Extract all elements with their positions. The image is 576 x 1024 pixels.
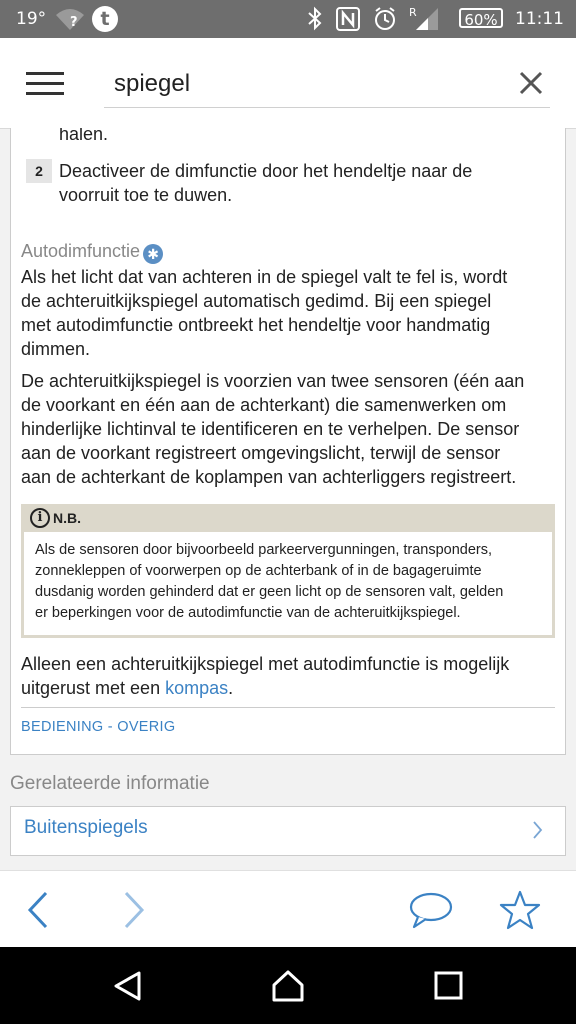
info-icon: i [30,508,50,528]
chevron-right-icon [112,889,156,933]
step-number: 2 [26,159,52,183]
favorite-button[interactable] [498,889,542,933]
feature-badge-icon: ✱ [143,244,163,264]
category-link[interactable]: BEDIENING - OVERIG [21,719,176,735]
bottom-toolbar [0,870,576,948]
related-item-buitenspiegels[interactable] [10,806,566,856]
paragraph-line: met autodimfunctie ontbreekt het hendeltje voor handmatig [21,315,491,335]
related-heading: Gerelateerde informatie [10,773,210,794]
paragraph-text: . [228,678,234,698]
paragraph-line: de voorkant en één aan de achterkant) die samenwerken om [21,395,507,415]
paragraph-line: Als het licht dat van achteren in de spiegel valt te fel is, wordt [21,267,508,287]
system-nav-bar [0,947,576,1024]
paragraph-line: aan de voorkant registreert omgevingslicht, terwijl de sensor [21,443,501,463]
app-bar [0,38,576,129]
network-badge: R [409,6,417,19]
app-badge: t [92,6,118,32]
paragraph-line: De achteruitkijkspiegel is voorzien van twee sensoren (één aan [21,371,525,391]
paragraph-line: Alleen een achteruitkijkspiegel met autodimfunctie is mogelijk [21,654,510,674]
nfc-icon [335,0,361,38]
paragraph-line: hinderlijke lichtinval te identificeren en te verhelpen. De sensor [21,419,520,439]
bluetooth-icon [305,0,325,38]
paragraph-line: dimmen. [21,339,91,359]
note-line: er beperkingen voor de autodimfunctie van de achteruitkijkspiegel. [35,605,461,621]
paragraph-line: aan de achterkant de koplampen van achterliggers registreert. [21,467,517,487]
back-button[interactable] [18,889,62,933]
step-text-line: voorruit toe te duwen. [59,185,233,205]
note-box [21,504,555,638]
star-icon [498,889,542,933]
paragraph-line [21,676,233,700]
chevron-left-icon [18,889,62,933]
wifi-badge: ? [70,15,78,30]
close-icon[interactable] [514,66,548,100]
kompas-link[interactable]: kompas [165,678,229,698]
clock: 11:11 [515,9,564,29]
article-card [10,128,566,755]
note-body [24,532,552,635]
divider [21,707,555,708]
previous-step-tail: halen. [59,128,109,144]
subheading-text: Autodimfunctie [21,241,141,261]
search-input[interactable] [104,60,550,108]
related-item-label: Buitenspiegels [24,817,148,838]
note-title: N.B. [53,510,81,526]
paragraph-text: uitgerust met een [21,678,166,698]
hamburger-icon[interactable] [26,72,64,96]
note-line: dusdanig worden gehinderd dat er geen licht op de sensoren valt, gelden [35,584,504,600]
signal-icon [414,0,440,38]
app-icon [92,0,118,38]
battery-indicator: 60% [459,8,503,28]
forward-button[interactable] [112,889,156,933]
note-line: Als de sensoren door bijvoorbeeld parkeervergunningen, transponders, [35,542,493,558]
status-bar [0,0,576,38]
alarm-icon [372,0,398,38]
nav-recents-icon[interactable] [432,969,466,1003]
temperature-readout: 19° [16,9,47,29]
section-subheading [21,239,163,264]
step-text-line: Deactiveer de dimfunctie door het hendeltje naar de [59,161,473,181]
nav-home-icon[interactable] [270,969,304,1003]
chevron-right-icon [531,818,545,847]
speech-bubble-icon [406,889,456,933]
nav-back-icon[interactable] [111,969,145,1003]
note-line: zonnekleppen of voorwerpen op de achterbank of in de bagageruimte [35,563,482,579]
comment-button[interactable] [406,889,456,933]
paragraph-line: de achteruitkijkspiegel automatisch gedimd. Bij een spiegel [21,291,492,311]
